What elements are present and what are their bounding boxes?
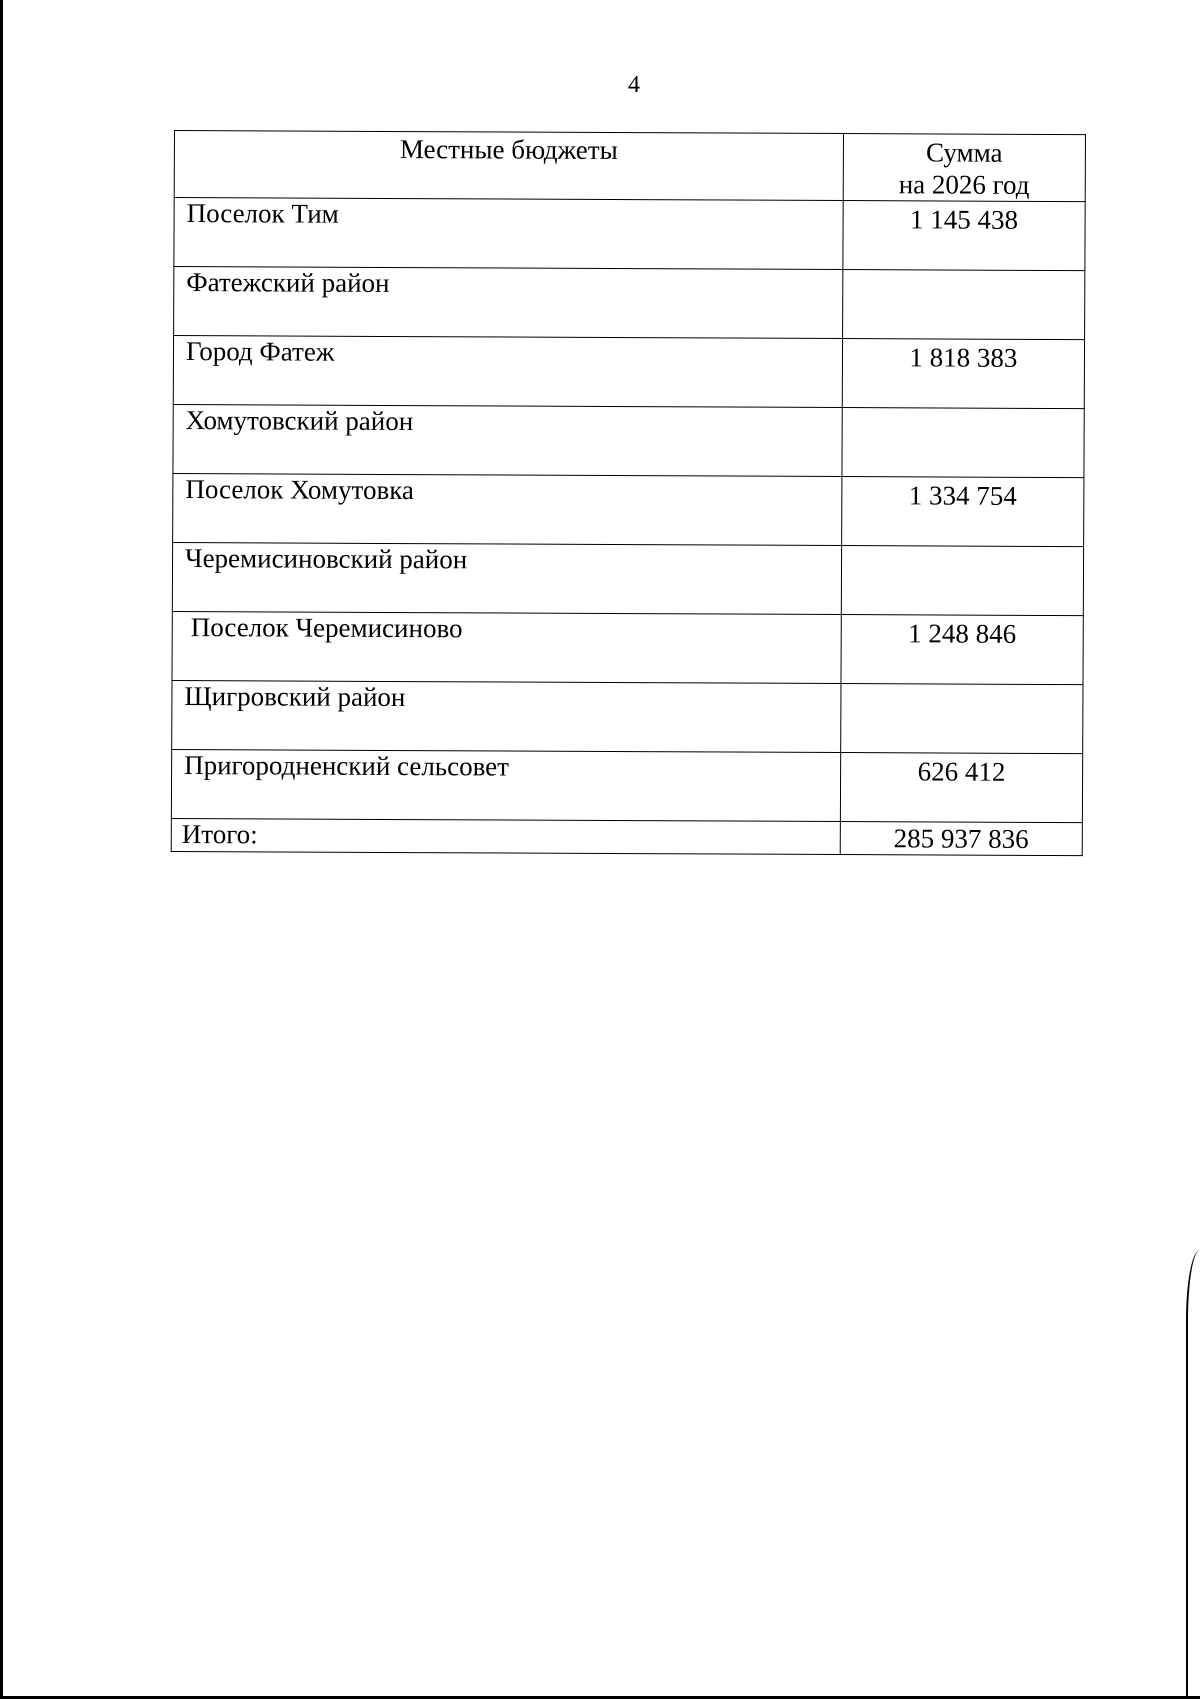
row-name-cell: Хомутовский район: [173, 404, 842, 476]
row-name-cell: Черемисиновский район: [172, 542, 841, 614]
table-total-row: [171, 818, 1082, 855]
row-sum-cell: [842, 270, 1085, 340]
total-sum-cell: 285 937 836: [840, 822, 1082, 856]
table-row: [172, 542, 1083, 615]
row-name-cell: Пригородненский сельсовет: [171, 749, 840, 821]
row-sum-cell: 1 248 846: [841, 615, 1084, 685]
scan-right-curl: [1186, 1250, 1200, 1699]
row-name-cell: Щигровский район: [172, 680, 841, 752]
row-name-cell: Поселок Тим: [174, 198, 843, 270]
total-label-cell: Итого:: [171, 818, 840, 854]
header-sum-label-line2: на 2026 год: [898, 169, 1030, 200]
row-sum-cell: 626 412: [840, 753, 1083, 823]
row-sum-cell: 1 334 754: [841, 477, 1084, 547]
scan-left-edge: [0, 0, 3, 1699]
row-sum-cell: 1 145 438: [843, 201, 1086, 271]
row-sum-cell: [842, 408, 1085, 478]
table-row: [172, 611, 1083, 684]
budget-table: [171, 130, 1086, 856]
table-row: [172, 680, 1083, 753]
table-row: [173, 473, 1084, 546]
row-name-cell: Фатежский район: [174, 267, 843, 339]
row-name-cell: Поселок Хомутовка: [173, 473, 842, 545]
table-row: [174, 198, 1085, 271]
page-number: 4: [628, 72, 640, 98]
table-row: [174, 267, 1085, 340]
table-row: [173, 404, 1084, 477]
header-name-label: Местные бюджеты: [399, 134, 618, 166]
table-row: [171, 749, 1082, 822]
row-name-cell: Город Фатеж: [173, 336, 842, 408]
row-sum-cell: 1 818 383: [842, 339, 1085, 409]
row-sum-cell: [841, 546, 1084, 616]
table-header-row: [174, 131, 1085, 202]
header-name-cell: [174, 131, 843, 201]
header-sum-label-line1: Сумма: [926, 137, 1003, 168]
table-row: [173, 336, 1084, 409]
header-sum-cell: [843, 134, 1086, 202]
row-sum-cell: [840, 684, 1083, 754]
row-name-cell: Поселок Черемисиново: [172, 611, 841, 683]
